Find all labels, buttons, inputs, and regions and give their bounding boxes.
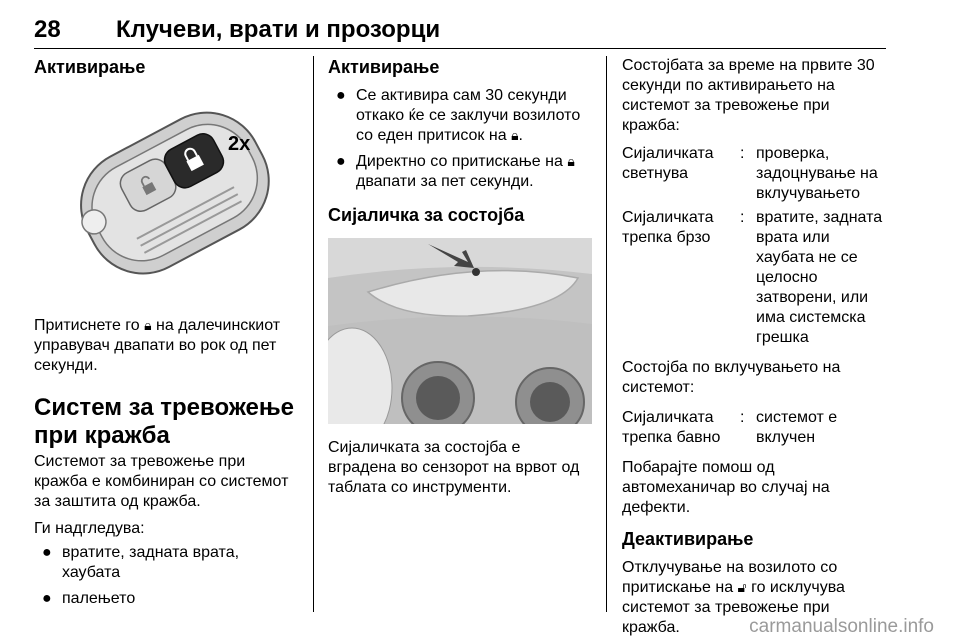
unlock-icon: 🔓︎ <box>737 580 747 596</box>
activation-list <box>328 86 592 192</box>
table-row: Сијаличката светнува : проверка, задоцнување на вклучувањето <box>622 145 878 202</box>
alarm-section-title: Систем за тревожење при кражба <box>34 394 294 449</box>
deactivation-paragraph: Отклучување на возилото со притискање на 🔓︎ го исклучува системот за тревожење при кражба. <box>622 559 845 636</box>
dashboard-figure <box>328 238 592 424</box>
activation-heading-2: Активирање <box>328 57 440 77</box>
monitors-label: Ги надгледува: <box>34 520 145 537</box>
lock-icon: 🔒︎ <box>511 128 519 144</box>
table-row: Сијаличката трепка брзо : вратите, задната врата или хаубата не се целосно затворени, или има системска грешка <box>622 209 883 346</box>
press-text-a: Притиснете го <box>34 317 140 334</box>
column-divider <box>606 56 607 612</box>
lock-icon: 🔒︎ <box>567 154 575 170</box>
figure-badge: 2x <box>228 133 251 155</box>
activation-heading: Активирање <box>34 57 146 77</box>
key-fob-illustration <box>34 92 296 304</box>
table-row: Сијаличката трепка бавно : системот е вклучен <box>622 409 838 446</box>
lock-icon: 🔒︎ <box>144 318 152 334</box>
status-table-1 <box>622 144 888 348</box>
status-table-2 <box>622 408 888 448</box>
first-30s-intro: Состојбата за време на првите 30 секунди по активирањето на системот за тревожење при кражба: <box>622 57 875 134</box>
column-middle <box>328 56 592 498</box>
after-activation-intro: Состојба по вклучувањето на системот: <box>622 359 841 396</box>
press-text-b: на далечинскиот управувач двапати во рок од пет секунди. <box>34 317 281 374</box>
page-header <box>34 14 886 49</box>
help-paragraph: Побарајте помош од автомеханичар во случај на дефекти. <box>622 459 830 516</box>
dashboard-illustration <box>328 238 592 424</box>
list-item: ● Се активира сам 30 секунди откако ќе се заклучи возилото со еден притисок на 🔒︎. <box>336 87 581 144</box>
page-number: 28 <box>34 16 61 43</box>
key-fob-figure <box>34 92 296 304</box>
press-paragraph <box>34 316 296 376</box>
deactivation-heading: Деактивирање <box>622 529 754 549</box>
list-item: ● вратите, задната врата, хаубата <box>42 544 240 581</box>
status-led-heading: Сијаличка за состојба <box>328 205 525 225</box>
page-title: Клучеви, врати и прозорци <box>116 16 441 43</box>
list-item: ● Директно со притискање на 🔒︎ двапати за пет секунди. <box>336 153 575 190</box>
column-right <box>622 56 888 638</box>
alarm-description: Системот за тревожење при кражба е комбиниран со системот за заштита од кражба. <box>34 453 289 510</box>
monitors-list <box>34 543 296 609</box>
figure-caption: Сијаличката за состојба е вградена во сензорот на врвот од таблата со инструменти. <box>328 439 580 496</box>
column-left <box>34 56 296 609</box>
column-divider <box>313 56 314 612</box>
list-item: ● палењето <box>42 590 136 607</box>
watermark: carmanualsonline.info <box>749 616 934 637</box>
